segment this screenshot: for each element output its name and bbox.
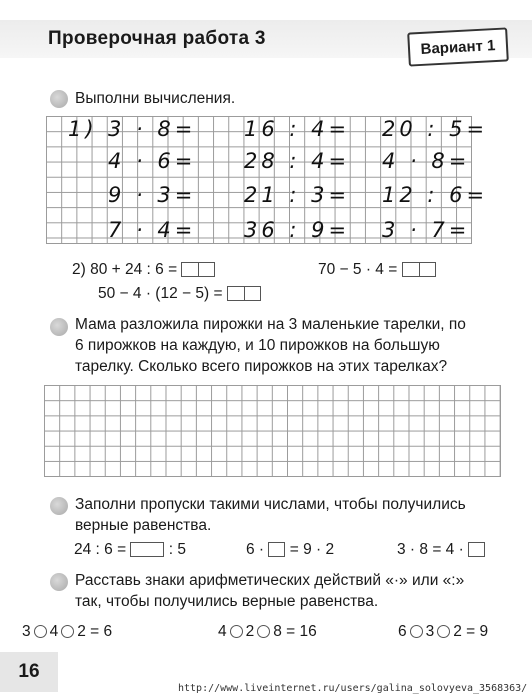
answer-box-expr1[interactable] xyxy=(181,262,215,277)
sign-circle-eq2-b[interactable] xyxy=(257,625,270,638)
eq2-num-b: 2 xyxy=(245,623,255,640)
col2-row4: 36 : 9= xyxy=(244,218,351,242)
col3-row1: 20 : 5= xyxy=(382,117,489,141)
part-1-label: 1) xyxy=(68,117,98,141)
col3-row4: 3 · 7= xyxy=(382,218,471,242)
task-3-eq2 xyxy=(246,541,334,559)
answer-box-expr2[interactable] xyxy=(402,262,436,277)
task-3-line2: верные равенства. xyxy=(75,517,212,534)
col1-row3: 9 · 3= xyxy=(108,183,197,207)
task-3-marker xyxy=(50,497,68,515)
page-number: 16 xyxy=(0,652,58,692)
task-4-eq1 xyxy=(22,623,112,641)
eq2-right: = 9 · 2 xyxy=(289,541,335,558)
eq2-num-a: 4 xyxy=(218,623,227,640)
eq3-num-b: 3 xyxy=(425,623,435,640)
col2-row1: 16 : 4= xyxy=(244,117,351,141)
sign-circle-eq1-a[interactable] xyxy=(34,625,47,638)
task-3-eq1 xyxy=(74,541,186,559)
eq3-num-a: 6 xyxy=(398,623,407,640)
col2-row2: 28 : 4= xyxy=(244,149,351,173)
sign-circle-eq3-a[interactable] xyxy=(410,625,423,638)
eq3-left: 3 · 8 = 4 · xyxy=(397,541,464,558)
eq2-result: 8 = 16 xyxy=(273,623,317,640)
variant-badge: Вариант 1 xyxy=(407,27,509,66)
task-2-line3: тарелку. Сколько всего пирожков на этих тарелках? xyxy=(75,358,448,375)
sign-circle-eq2-a[interactable] xyxy=(230,625,243,638)
task-4-eq3 xyxy=(398,623,488,641)
task-4-line2: так, чтобы получились верные равенства. xyxy=(75,593,379,610)
eq1-result: 2 = 6 xyxy=(77,623,113,640)
task-1-instruction: Выполни вычисления. xyxy=(75,90,236,107)
task-4-eq2 xyxy=(218,623,317,641)
expr-1: 80 + 24 : 6 = xyxy=(90,261,178,278)
col1-row1: 3 · 8= xyxy=(108,117,197,141)
expr-3: 50 − 4 · (12 − 5) = xyxy=(98,285,223,302)
source-url: http://www.liveinternet.ru/users/galina_solovyeva_3568363/ xyxy=(178,683,528,694)
eq1-num-a: 3 xyxy=(22,623,31,640)
eq3-result: 2 = 9 xyxy=(453,623,489,640)
task-4-line1: Расставь знаки арифметических действий «·» или «:» xyxy=(75,572,465,589)
blank-box-eq1[interactable] xyxy=(130,542,164,557)
col3-row3: 12 : 6= xyxy=(382,183,489,207)
part-2-row1 xyxy=(72,261,215,279)
col2-row3: 21 : 3= xyxy=(244,183,351,207)
expr-3-row xyxy=(98,285,261,303)
eq1-right: : 5 xyxy=(168,541,186,558)
task-3-eq3 xyxy=(397,541,485,559)
task-2-line2: 6 пирожков на каждую, и 10 пирожков на большую xyxy=(75,337,440,354)
expr-2: 70 − 5 · 4 = xyxy=(318,261,398,278)
task-2-marker xyxy=(50,318,68,336)
eq1-left: 24 : 6 = xyxy=(74,541,127,558)
sign-circle-eq3-b[interactable] xyxy=(437,625,450,638)
blank-box-eq2[interactable] xyxy=(268,542,285,557)
page-title: Проверочная работа 3 xyxy=(48,28,266,49)
task-1-marker xyxy=(50,90,68,108)
task-4-marker xyxy=(50,573,68,591)
part-2-label: 2) xyxy=(72,261,86,278)
task-3-line1: Заполни пропуски такими числами, чтобы получились xyxy=(75,496,466,513)
solution-grid[interactable] xyxy=(44,385,501,477)
task-2-line1: Мама разложила пирожки на 3 маленькие тарелки, по xyxy=(75,316,466,333)
expr-2-row xyxy=(318,261,436,279)
col1-row4: 7 · 4= xyxy=(108,218,197,242)
blank-box-eq3[interactable] xyxy=(468,542,485,557)
sign-circle-eq1-b[interactable] xyxy=(61,625,74,638)
eq1-num-b: 4 xyxy=(49,623,59,640)
answer-box-expr3[interactable] xyxy=(227,286,261,301)
col1-row2: 4 · 6= xyxy=(108,149,197,173)
eq2-left: 6 · xyxy=(246,541,265,558)
col3-row2: 4 · 8= xyxy=(382,149,471,173)
